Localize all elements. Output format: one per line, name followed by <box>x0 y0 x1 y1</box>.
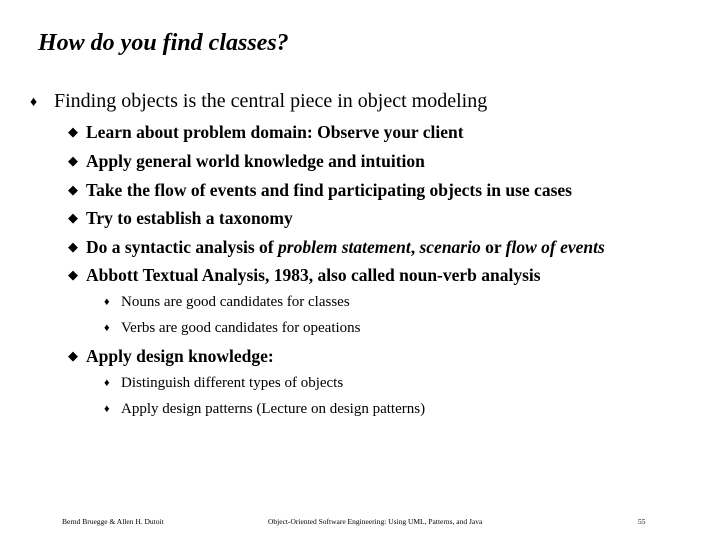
square-bullet-icon: ◆ <box>68 124 78 139</box>
main-bullet-text: Finding objects is the central piece in object modeling <box>54 90 488 112</box>
sub-sub-bullet-text: Verbs are good candidates for opeations <box>121 320 361 336</box>
footer-author: Bernd Bruegge & Allen H. Dutoit <box>62 517 164 526</box>
sub-sub-bullet-text: Apply design patterns (Lecture on design patterns) <box>121 401 426 417</box>
square-bullet-icon: ◆ <box>68 239 78 254</box>
square-bullet-icon: ◆ <box>68 267 78 282</box>
slide-title: How do you find classes? <box>38 30 289 56</box>
separator: or <box>480 237 506 257</box>
separator: , <box>410 237 420 257</box>
syntactic-prefix: Do a syntactic analysis of <box>86 237 279 257</box>
square-bullet-icon: ◆ <box>68 182 78 197</box>
sub-sub-bullet-text: Nouns are good candidates for classes <box>121 294 350 310</box>
diamond-bullet-icon: ♦ <box>104 322 110 334</box>
sub-bullet-text: Abbott Textual Analysis, 1983, also called noun-verb analysis <box>86 265 541 285</box>
sub-bullet-text: Learn about problem domain: Observe your client <box>86 122 464 142</box>
footer-page-number: 55 <box>638 517 646 526</box>
sub-bullet-text: Apply general world knowledge and intuition <box>86 151 425 171</box>
sub-sub-bullet-text: Distinguish different types of objects <box>121 375 344 391</box>
term-problem-statement: problem statement <box>278 237 411 257</box>
square-bullet-icon: ◆ <box>68 153 78 168</box>
syntactic-text <box>86 237 605 258</box>
sub-bullet-text: Take the flow of events and find participating objects in use cases <box>86 180 572 200</box>
diamond-bullet-icon: ♦ <box>104 403 110 415</box>
square-bullet-icon: ◆ <box>68 210 78 225</box>
term-flow-of-events: flow of events <box>505 237 605 257</box>
diamond-bullet-icon: ♦ <box>104 377 110 389</box>
diamond-bullet-icon: ♦ <box>104 296 110 308</box>
diamond-bullet-icon: ♦ <box>30 95 38 110</box>
footer-book-title: Object-Oriented Software Engineering: Using UML, Patterns, and Java <box>268 517 483 526</box>
sub-bullet-text: Try to establish a taxonomy <box>86 208 293 228</box>
square-bullet-icon: ◆ <box>68 348 78 363</box>
sub-bullet-text: Apply design knowledge: <box>86 346 274 366</box>
term-scenario: scenario <box>419 237 481 257</box>
